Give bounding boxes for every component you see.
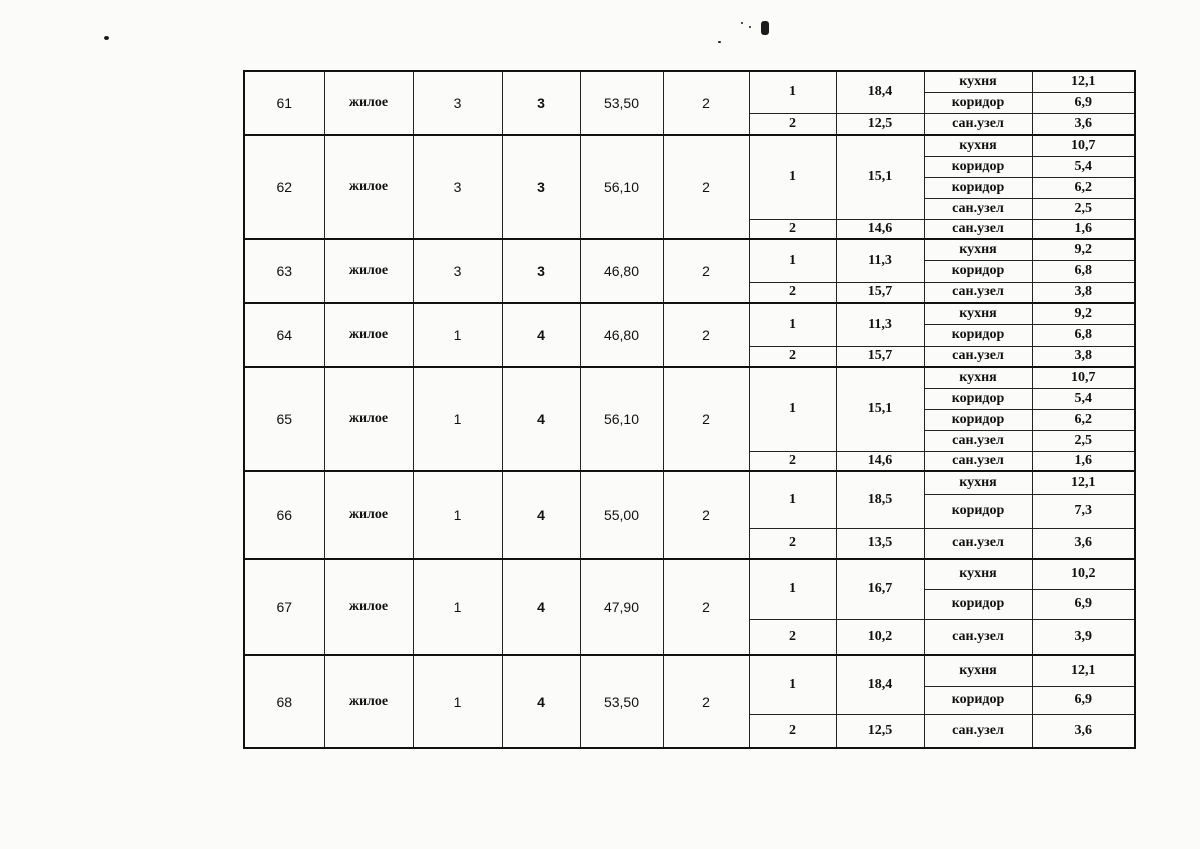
aux-room-name-cell: кухня — [924, 471, 1032, 494]
floor-cell: 4 — [502, 367, 580, 471]
total-area-cell: 55,00 — [580, 471, 663, 559]
aux-room-area-cell: 9,2 — [1032, 303, 1135, 324]
rooms-count-cell: 2 — [663, 303, 749, 367]
premises-type-cell: жилое — [324, 471, 413, 559]
aux-room-name-cell: сан.узел — [924, 219, 1032, 239]
aux-room-area-cell: 6,9 — [1032, 589, 1135, 619]
entrance-cell: 1 — [413, 559, 502, 655]
aux-room-area-cell: 5,4 — [1032, 388, 1135, 409]
room-number-cell: 2 — [749, 528, 836, 559]
room-area-cell: 12,5 — [836, 714, 924, 748]
aux-room-name-cell: коридор — [924, 409, 1032, 430]
rooms-count-cell: 2 — [663, 135, 749, 239]
aux-room-name-cell: коридор — [924, 494, 1032, 528]
aux-room-name-cell: кухня — [924, 239, 1032, 260]
room-number-cell: 2 — [749, 113, 836, 135]
premises-type-cell: жилое — [324, 559, 413, 655]
aux-room-area-cell: 3,8 — [1032, 346, 1135, 367]
apartment-number-cell: 62 — [244, 135, 324, 239]
room-area-cell: 11,3 — [836, 239, 924, 282]
aux-room-area-cell: 9,2 — [1032, 239, 1135, 260]
aux-room-area-cell: 2,5 — [1032, 198, 1135, 219]
room-number-cell: 1 — [749, 367, 836, 451]
apartment-number-cell: 61 — [244, 71, 324, 135]
room-area-cell: 11,3 — [836, 303, 924, 346]
total-area-cell: 46,80 — [580, 239, 663, 303]
aux-room-name-cell: коридор — [924, 324, 1032, 346]
aux-room-area-cell: 12,1 — [1032, 71, 1135, 92]
total-area-cell: 46,80 — [580, 303, 663, 367]
aux-room-name-cell: коридор — [924, 589, 1032, 619]
aux-room-area-cell: 6,9 — [1032, 686, 1135, 714]
floor-cell: 4 — [502, 559, 580, 655]
aux-room-area-cell: 6,8 — [1032, 324, 1135, 346]
aux-room-area-cell: 6,2 — [1032, 409, 1135, 430]
table-row — [244, 239, 1135, 260]
aux-room-name-cell: кухня — [924, 655, 1032, 686]
aux-room-name-cell: коридор — [924, 177, 1032, 198]
aux-room-name-cell: кухня — [924, 303, 1032, 324]
rooms-count-cell: 2 — [663, 471, 749, 559]
aux-room-area-cell: 3,6 — [1032, 113, 1135, 135]
table-row — [244, 367, 1135, 388]
scan-speck — [749, 26, 751, 28]
scan-speck — [761, 21, 769, 35]
room-area-cell: 10,2 — [836, 619, 924, 655]
apartment-number-cell: 67 — [244, 559, 324, 655]
total-area-cell: 47,90 — [580, 559, 663, 655]
total-area-cell: 53,50 — [580, 655, 663, 748]
room-number-cell: 1 — [749, 135, 836, 219]
aux-room-area-cell: 6,2 — [1032, 177, 1135, 198]
room-number-cell: 2 — [749, 714, 836, 748]
table-row — [244, 559, 1135, 589]
room-area-cell: 18,4 — [836, 655, 924, 714]
entrance-cell: 1 — [413, 655, 502, 748]
entrance-cell: 3 — [413, 71, 502, 135]
room-number-cell: 1 — [749, 655, 836, 714]
rooms-count-cell: 2 — [663, 71, 749, 135]
entrance-cell: 1 — [413, 303, 502, 367]
aux-room-name-cell: кухня — [924, 367, 1032, 388]
aux-room-area-cell: 3,9 — [1032, 619, 1135, 655]
aux-room-area-cell: 12,1 — [1032, 655, 1135, 686]
aux-room-name-cell: кухня — [924, 71, 1032, 92]
apartment-number-cell: 68 — [244, 655, 324, 748]
room-number-cell: 1 — [749, 559, 836, 619]
room-number-cell: 2 — [749, 346, 836, 367]
apartments-table-body — [244, 71, 1135, 748]
total-area-cell: 56,10 — [580, 367, 663, 471]
room-area-cell: 15,7 — [836, 282, 924, 303]
aux-room-name-cell: коридор — [924, 686, 1032, 714]
aux-room-name-cell: коридор — [924, 260, 1032, 282]
apartment-number-cell: 65 — [244, 367, 324, 471]
aux-room-area-cell: 5,4 — [1032, 156, 1135, 177]
aux-room-name-cell: сан.узел — [924, 619, 1032, 655]
table-row — [244, 303, 1135, 324]
aux-room-area-cell: 3,8 — [1032, 282, 1135, 303]
scan-speck — [104, 36, 109, 40]
room-area-cell: 14,6 — [836, 451, 924, 471]
premises-type-cell: жилое — [324, 71, 413, 135]
aux-room-area-cell: 3,6 — [1032, 714, 1135, 748]
table-row — [244, 71, 1135, 92]
aux-room-area-cell: 1,6 — [1032, 219, 1135, 239]
scan-speck — [741, 22, 743, 24]
apartment-number-cell: 66 — [244, 471, 324, 559]
entrance-cell: 3 — [413, 239, 502, 303]
aux-room-name-cell: сан.узел — [924, 451, 1032, 471]
aux-room-area-cell: 1,6 — [1032, 451, 1135, 471]
scan-speck — [718, 41, 721, 43]
entrance-cell: 1 — [413, 471, 502, 559]
table-row — [244, 135, 1135, 156]
total-area-cell: 56,10 — [580, 135, 663, 239]
aux-room-name-cell: сан.узел — [924, 198, 1032, 219]
aux-room-name-cell: сан.узел — [924, 282, 1032, 303]
floor-cell: 3 — [502, 135, 580, 239]
room-number-cell: 1 — [749, 71, 836, 113]
room-area-cell: 13,5 — [836, 528, 924, 559]
apartment-number-cell: 63 — [244, 239, 324, 303]
floor-cell: 3 — [502, 239, 580, 303]
aux-room-name-cell: сан.узел — [924, 113, 1032, 135]
aux-room-name-cell: кухня — [924, 135, 1032, 156]
room-area-cell: 15,1 — [836, 367, 924, 451]
premises-type-cell: жилое — [324, 367, 413, 471]
premises-type-cell: жилое — [324, 239, 413, 303]
aux-room-area-cell: 12,1 — [1032, 471, 1135, 494]
apartment-number-cell: 64 — [244, 303, 324, 367]
entrance-cell: 3 — [413, 135, 502, 239]
room-number-cell: 2 — [749, 219, 836, 239]
floor-cell: 4 — [502, 303, 580, 367]
room-area-cell: 16,7 — [836, 559, 924, 619]
floor-cell: 4 — [502, 655, 580, 748]
rooms-count-cell: 2 — [663, 367, 749, 471]
aux-room-name-cell: сан.узел — [924, 714, 1032, 748]
aux-room-name-cell: коридор — [924, 156, 1032, 177]
floor-cell: 3 — [502, 71, 580, 135]
aux-room-area-cell: 7,3 — [1032, 494, 1135, 528]
aux-room-name-cell: коридор — [924, 388, 1032, 409]
room-area-cell: 18,4 — [836, 71, 924, 113]
floor-cell: 4 — [502, 471, 580, 559]
table-row — [244, 471, 1135, 494]
room-area-cell: 14,6 — [836, 219, 924, 239]
rooms-count-cell: 2 — [663, 655, 749, 748]
aux-room-area-cell: 10,2 — [1032, 559, 1135, 589]
aux-room-name-cell: кухня — [924, 559, 1032, 589]
room-area-cell: 15,7 — [836, 346, 924, 367]
aux-room-area-cell: 6,8 — [1032, 260, 1135, 282]
premises-type-cell: жилое — [324, 655, 413, 748]
apartments-table — [243, 70, 1136, 749]
aux-room-name-cell: сан.узел — [924, 346, 1032, 367]
aux-room-area-cell: 3,6 — [1032, 528, 1135, 559]
room-number-cell: 2 — [749, 451, 836, 471]
aux-room-name-cell: сан.узел — [924, 528, 1032, 559]
premises-type-cell: жилое — [324, 135, 413, 239]
room-number-cell: 2 — [749, 282, 836, 303]
aux-room-area-cell: 2,5 — [1032, 430, 1135, 451]
aux-room-name-cell: сан.узел — [924, 430, 1032, 451]
aux-room-name-cell: коридор — [924, 92, 1032, 113]
total-area-cell: 53,50 — [580, 71, 663, 135]
aux-room-area-cell: 10,7 — [1032, 367, 1135, 388]
room-number-cell: 1 — [749, 239, 836, 282]
table-row — [244, 655, 1135, 686]
aux-room-area-cell: 6,9 — [1032, 92, 1135, 113]
room-area-cell: 15,1 — [836, 135, 924, 219]
room-area-cell: 12,5 — [836, 113, 924, 135]
aux-room-area-cell: 10,7 — [1032, 135, 1135, 156]
rooms-count-cell: 2 — [663, 239, 749, 303]
room-number-cell: 1 — [749, 303, 836, 346]
premises-type-cell: жилое — [324, 303, 413, 367]
rooms-count-cell: 2 — [663, 559, 749, 655]
room-number-cell: 1 — [749, 471, 836, 528]
room-area-cell: 18,5 — [836, 471, 924, 528]
room-number-cell: 2 — [749, 619, 836, 655]
entrance-cell: 1 — [413, 367, 502, 471]
